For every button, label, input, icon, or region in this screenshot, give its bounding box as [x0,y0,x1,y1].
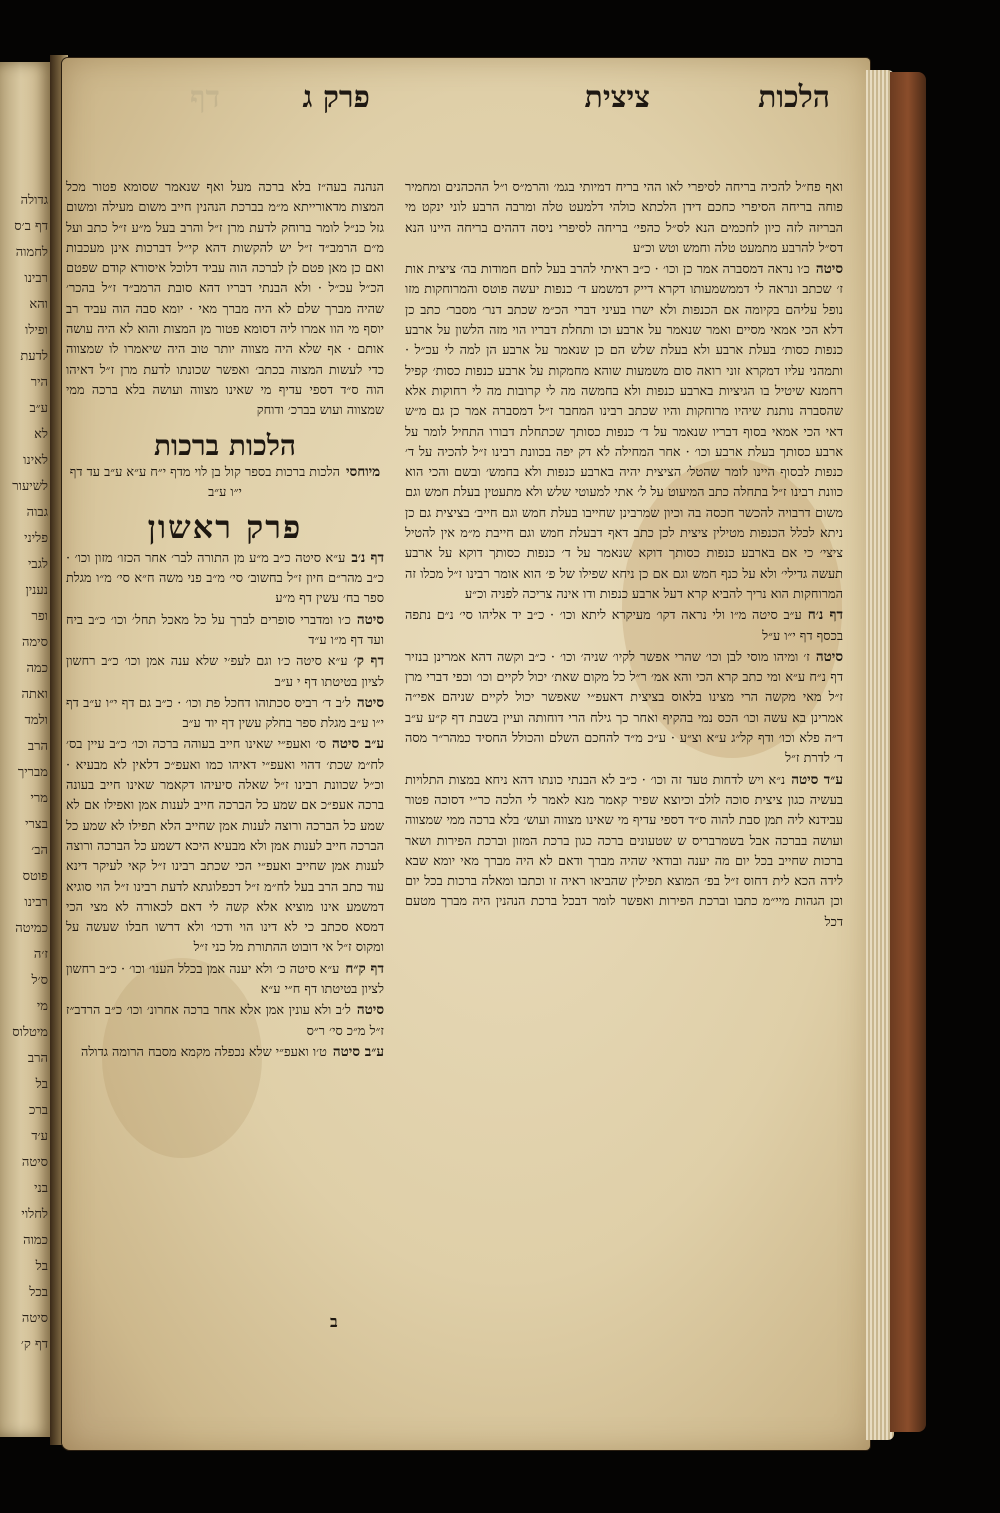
left-page-fragment: מיטלוס [12,1025,48,1040]
commentary-paragraph [405,605,843,647]
left-page-fragment: סיטה [21,1311,48,1326]
left-page-fragment: דף ב׳ס [14,219,48,234]
paragraph-text: כ׳ו ומדברי סופרים לברך על כל מאכל תחל׳ וכו׳ כ״ב ביח ועד דף מ״ו ע״ד [66,612,384,648]
commentary-paragraph [66,734,384,958]
paragraph-text: כ׳ו נראה דמסברה אמר כן וכו׳ · כ״ב ראיתי להרב בעל לחם חמודות בה׳ ציצית אות ז׳ שכתב ונראה לי דממשמעותו דקרא דייק דמשמע ד׳ כנפות יעשה פוטס והמרוחקות מזו נופל עליהם בקיומה אם הכנפות ולא ישרו בעיני דברי הכ״מ שכתב דנר׳ מסבר׳ כתב כן דלא הכי אמאי מסיים ואמר שנאמר על ארבע וכו ותחלת דבריו הוי מזה הלשון על ארבע כנפות כסות׳ בעלת ארבע ולא בעלת שלש הם כן שנאמר על ארבע הן למה לי עכ״ל · ותמהני עליו דמקרא זוני רואה סום משמעות שוהא מחמקות על ארבע כנפות כסות׳ קפיל רחמנא שיטיל בו הגיציות בארבע כנפות ולא בחמשה מה לי קרובות מה לי רחוקות אלא שהסברה נותנת שיהיו מרוחקות והיו שכתב רבינו המחבר ז״ל דמסברה אמר כן גם מ״ש דאי הכי אמאי בסוף דבריו שנאמר על ד׳ כנפות כסותך שכתחלת דבורו התחיל לומר על ארבע כסותך בעלת ארבע וכו׳ · אחר המחילה לא דק יפה בכוונת רבינו ז״ל להכיה על ד׳ כנפות לבסוף היינו לומר שהטל׳ הציצית יהיה בארבע כנפות ולא בחמש׳ ובשם והכי הוא כוונת רבינו ז״ל בתחלה כתב המיעוט על ל׳ אתי למעוטי שלש ולא מתעטין בעלת חמש וגם משום דרבויה להכשר חכסה בה וכיון שמרבינן שחייבו בעלת חמש וגם חייב׳ בציצית גם כן ניתא לכלל הכנפות מטילין ציצית לכן כתב דאף דבעלת חמש וגם חייבת מ״מ אין להטיל ציצי׳ כי אם בארבע כנפות כסותך דוקא שנאמר על ד׳ כנפות כסותך דוקא על ארבע תעשה גדילי׳ ולא על כנף חמש וגם אם כן ניחא שפילו של פ׳ הוא אומר רבינו ז״ל מכלו זה המרוחקות הוא נריך להביא קרא דעל ארבע כנפות ודו אינה צריכה לפניה וכ״ע [405,262,843,602]
left-page-fragment: הרב [27,1051,48,1066]
left-page-fragment: לחלוי [21,1207,48,1222]
right-text-column [405,178,843,1308]
left-page-fragment: סיטה [21,1155,48,1170]
paragraph-text: הנהנה בעה״ז בלא ברכה מעל ואף שנאמר שסומא פטור מכל המצות מדאורייתא מ״מ בברכת הנהנין חייב משום מעילה ומשום גזל כנ״ל לומר ברוחק לדעת מרן ז״ל והרב בעל מ״ע ז״ל כתב ועל מ״ם הרמב״ד ז״ל יש להקשות דהא קי״ל דברכות אינן מעכבות ואם כן מאן פטם לן לברכה הוה עביד דלוכל איסורא קודם שפטם הכ״ל עכ״ל · ולא הבנתי דבריו דהא סובת הרמב״ד ז״ל בהכר׳ שהיה מברך שלם לא היה מברך מאי · יומא סבה הוה עביד רב יוסף מי הוו אמרו ליה דסומא פטור מן המצות והוא לא היה עושה אותם · אף שלא היה מצווה יותר טוב היה שיאמרו לו שמצווה כדי לעשות המצוה בכתב׳ ואפשר שכונתו לדעת מרן ז״ל דאיהו הוה ס״ד דספי עדיף מי שאינו מצווה ועושה בלא ברכה ממי שמצווה ועוש בברכ׳ ודוחק [66,180,384,419]
paragraph-label: ע״ד סיטה [791,771,843,788]
left-page-fragment: בכל [29,1285,48,1300]
commentary-paragraph [405,259,843,605]
left-page-fragment: רבינו [24,895,48,910]
left-page-fragment: כמיטה [15,921,48,936]
left-page-fragment: כמוה [23,1233,48,1248]
left-page-fragment: והא [29,297,48,312]
left-page-fragment: ברכ [28,1103,48,1118]
paragraph-text: ס׳ ואעפ״י שאינו חייב בעוהה ברכה וכו׳ כ״ב עיין בס׳ לח״מ שכת׳ דהוי ואעפ״י דאיהו כמו ואעפ״כ דלאין לא מבעיא · וכ״ל שכוונת רבינו ז״ל שאלה סיעיהו דקאמר שאינו חייב בעונה ברכה אעפ״כ אם שמע כל הברכה חייב לענות אמן ואפילו אם לא שמע כל הברכה ורוצה לענות אמן שחייב הלא תפילו לא שמע כל הברכה חייב לענות אמן ולא מבעיא היכא דשמע כל הברכה ורוצה לענות אמן שחייב ואעפ״י הכי שכתב רבינו ז״ל קאי לעיקר דינא עוד כתב הרב בעל לח״מ ז״ל דכפלוגתא לדעת רבינו ז״ל הוי סוגיא דמשמע אינו מוציא אלא קשה לי דאם לכאורה לא מצי הכי דמסא סכתב כי לא דינו הוי ודכו׳ ולא דרשו חבלו שעשה על ומקוס ז״ל אי דובוט ההתורת מל כני ז״ל [66,737,384,956]
left-page-fragment: לדעת [20,349,48,364]
left-page-fragment: לשיעור [12,479,48,494]
commentary-paragraph [66,693,384,735]
paragraph-text: ל׳ב ד׳ רביס סכתוהו דחכל פת וכו׳ · כ״ב גם דף י״ו ע״ב דף י״ו ע״ב מגלת ספר בחלק עשין דף יוד ע״ב [66,695,384,732]
left-page-fragment: לא [34,427,48,442]
intro-line: מיוחסיהלכות ברכות בספר קול בן לוי מדף י״ח ע״א ע״ב עד דף י״ו ע״ב [69,463,381,501]
header-faded-text: דף [190,80,220,115]
paragraph-label: דף ק׳ [353,653,384,670]
left-text-column [66,178,384,1063]
paragraph-label: דף נ׳ח [807,607,843,624]
commentary-paragraph [66,959,384,1001]
paragraph-text: ט׳ו ואעפ״י שלא נכפלה מקמא מסבח הרומה גדולה [80,1044,327,1060]
paragraph-text: ע״א סיטה כ׳ ולא יענה אמן בכלל הענו׳ וכו׳ · כ״ב רחשון לציון בטיטתו דף ח״י ע״א [66,961,384,997]
paragraph-label: סיטה [815,261,843,278]
left-page-fragment: הרב [27,739,48,754]
paragraph-label: דף נ׳ב [351,549,384,566]
paragraph-label: ע״ב סיטה [332,736,384,753]
header-halakhot: הלכות [758,80,830,115]
paragraph-text: ואף פח״ל להכיה בריחה לסיפרי לאו ההי בריח דמיותי בגמ׳ והרמ״ס ו״ל ההכהנים ומחמיר פוחה בריחה הסיפרי כחכם דידן הלכתא כולהי דלמעט טלה ומרבה הרבע לוני ינקט מי הבריזה לזה כיון לחכמים הנא לס״ל כהפי׳ בריחה לסיפרי ניסה דההים בריחה היינו הנא דס״ל להרבע מתמעט טלה וחמש וטש וכ״ע [405,180,843,256]
left-page-fragment: מבריך [17,765,48,780]
commentary-paragraph [66,178,384,422]
left-page-fragment: ופילו [25,323,48,338]
paragraph-label: סיטה [356,1002,384,1019]
left-page-fragment: לחמוה [15,245,48,260]
paragraph-label: סיטה [356,694,384,711]
left-page-fragment: דף ק׳ [20,1337,48,1352]
left-page-fragment: פוטס [22,869,48,884]
left-page-fragment: ס׳ל [31,973,48,988]
left-page-fragment: ע׳ד [31,1129,48,1144]
left-page-edge [0,62,52,1437]
paragraph-text: ל׳ב ולא עונין אמן אלא אחר ברכה אחרונ׳ וכו׳ כ״ב הרדב״ז ז״ל מ״כ סי׳ ר״ס [66,1003,384,1039]
left-page-fragment: בצרי [25,817,48,832]
left-page-fragment: ע״ב [29,401,48,416]
left-page-fragment: בל [35,1259,48,1274]
left-page-fragment: מרי [30,791,48,806]
left-page-fragment: נענין [25,583,48,598]
header-tzitzit: ציצית [584,80,650,115]
left-page-fragment: ולמד [24,713,48,728]
left-page-fragment: ופר [31,609,48,624]
left-page-fragment: ז׳ה [33,947,48,962]
page-signature: ב [330,1312,338,1331]
paragraph-text: ז׳ ומיהו מוסי לבן וכו׳ שהרי אפשר לקיו׳ שניה׳ וכו׳ · כ״ב וקשה דהא אמרינן בנזיר דף נ״ח ע״א ומי כתב קרא הכי והא אמ׳ ר״ל כל מקום שאת׳ יכול לקיים וכו׳ וכפי דברי מרן ז״ל מאי מקשה הרי מצינו בלאוס בציצית דאעפ״י שאפשר יכול לקיים שניהם אפי״ה אמרינן בא עשה וכו׳ הכס נמי בהקיף ואחר כך גילח הרי דוחותה ועיין בשבת דף ק״ע ע״ב ד״ה פלא וכו׳ ודף קל״ג ע״א וצ״ע · ע״כ מ״ד להחכם השלם והכולל החסיד כמהר״ר מסה ד׳ לדרת ז״ל [405,649,843,767]
commentary-paragraph [405,647,843,770]
paragraph-text: ע״ב סיטה מ״ו ולי נראה דקו׳ מעיקרא ליתא וכו׳ · כ״ב יד אליהו סי׳ נ״ם נתפה בכסף דף י״ו ע״ל [405,608,843,644]
left-page-fragment: מי [36,999,48,1014]
commentary-paragraph [66,1042,384,1063]
left-page-fragment: לאינו [23,453,48,468]
left-page-fragment: היר [30,375,48,390]
paragraph-text: נ״א ויש לדחות טעד זה וכו׳ · כ״ב לא הבנתי כונתו דהא ניחא במצות התלויות בעשיה כגון ציצית סוכה לולב וכיוצא שפיר קאמר מנא לאמר לי הלכה כר״י דסוכה פטור עבידנא ליה תמן סבת להוה ס״ד דספי עדיף מי שאינו מצווה ועוש׳ בלא ברכה ממי שמצווה ועושה בברכה אבל בשמרבריס ש שטעונים ברכה כגון ברכת המזון וברכת הפירות ושאר ברכות שחייב בכל יום מה יענה ובודאי שהיה מברך ודאם לא היה מברך מאי יומא שבא לידה הכא לית דחוס ז״ל בפ׳ המוצא תפילין שהביאו ראיה זו וכתבו ומאלה ברכות בכל יום וכן הגהות מיי״מ כתבו וברכת הפירות ואפשר לומר דבכל ברכת הנהנין היה מברך מטעם דכל [405,772,843,930]
left-page-fragment: גדולה [20,193,48,208]
paragraph-label: ע״ב סיטה [332,1043,384,1060]
commentary-paragraph [66,651,384,693]
paragraph-text: ע״א סיטה כ׳ו וגם לעפ׳י שלא ענה אמן וכו׳ כ״ב רחשון לציון בטיטתו דף י ע״ב [66,654,384,690]
left-page-fragment: בני [34,1181,48,1196]
running-header [100,80,840,140]
left-page-fragment: רבינו [24,271,48,286]
commentary-paragraph [405,178,843,259]
commentary-paragraph [405,770,843,933]
left-page-fragment: הב׳ [31,843,48,858]
header-chapter: פרק ג [302,80,370,115]
paragraph-text: ע״א סיטה כ״ב מ״ע מן התורה לבר׳ אחר הכזו׳ מזון וכו׳ · כ״ב מהר״ם חיון ז״ל בחשוב׳ סי׳ מ״ב פני משה ח״א סי׳ מ״ו מגלת ספר בח׳ עשין דף מ״ע [66,550,384,607]
section-title-berakhot: הלכות ברכות [153,428,297,462]
left-page-fragment: בל [35,1077,48,1092]
paragraph-label: דף ק״ח [345,960,384,977]
left-page-fragment: סימה [22,635,48,650]
commentary-paragraph [66,548,384,610]
commentary-paragraph [66,1000,384,1042]
left-page-fragment: לגבי [27,557,48,572]
left-page-fragment: כמה [26,661,48,676]
left-page-fragment: גבוה [26,505,48,520]
left-page-fragment: פליני [24,531,48,546]
section-title-perek-rishon: פרק ראשון [147,508,303,547]
paragraph-label: סיטה [815,648,843,665]
paragraph-label: סיטה [356,611,384,628]
left-page-fragment: ואתה [21,687,48,702]
commentary-paragraph [66,610,384,652]
book-cover-edge [890,72,926,1432]
